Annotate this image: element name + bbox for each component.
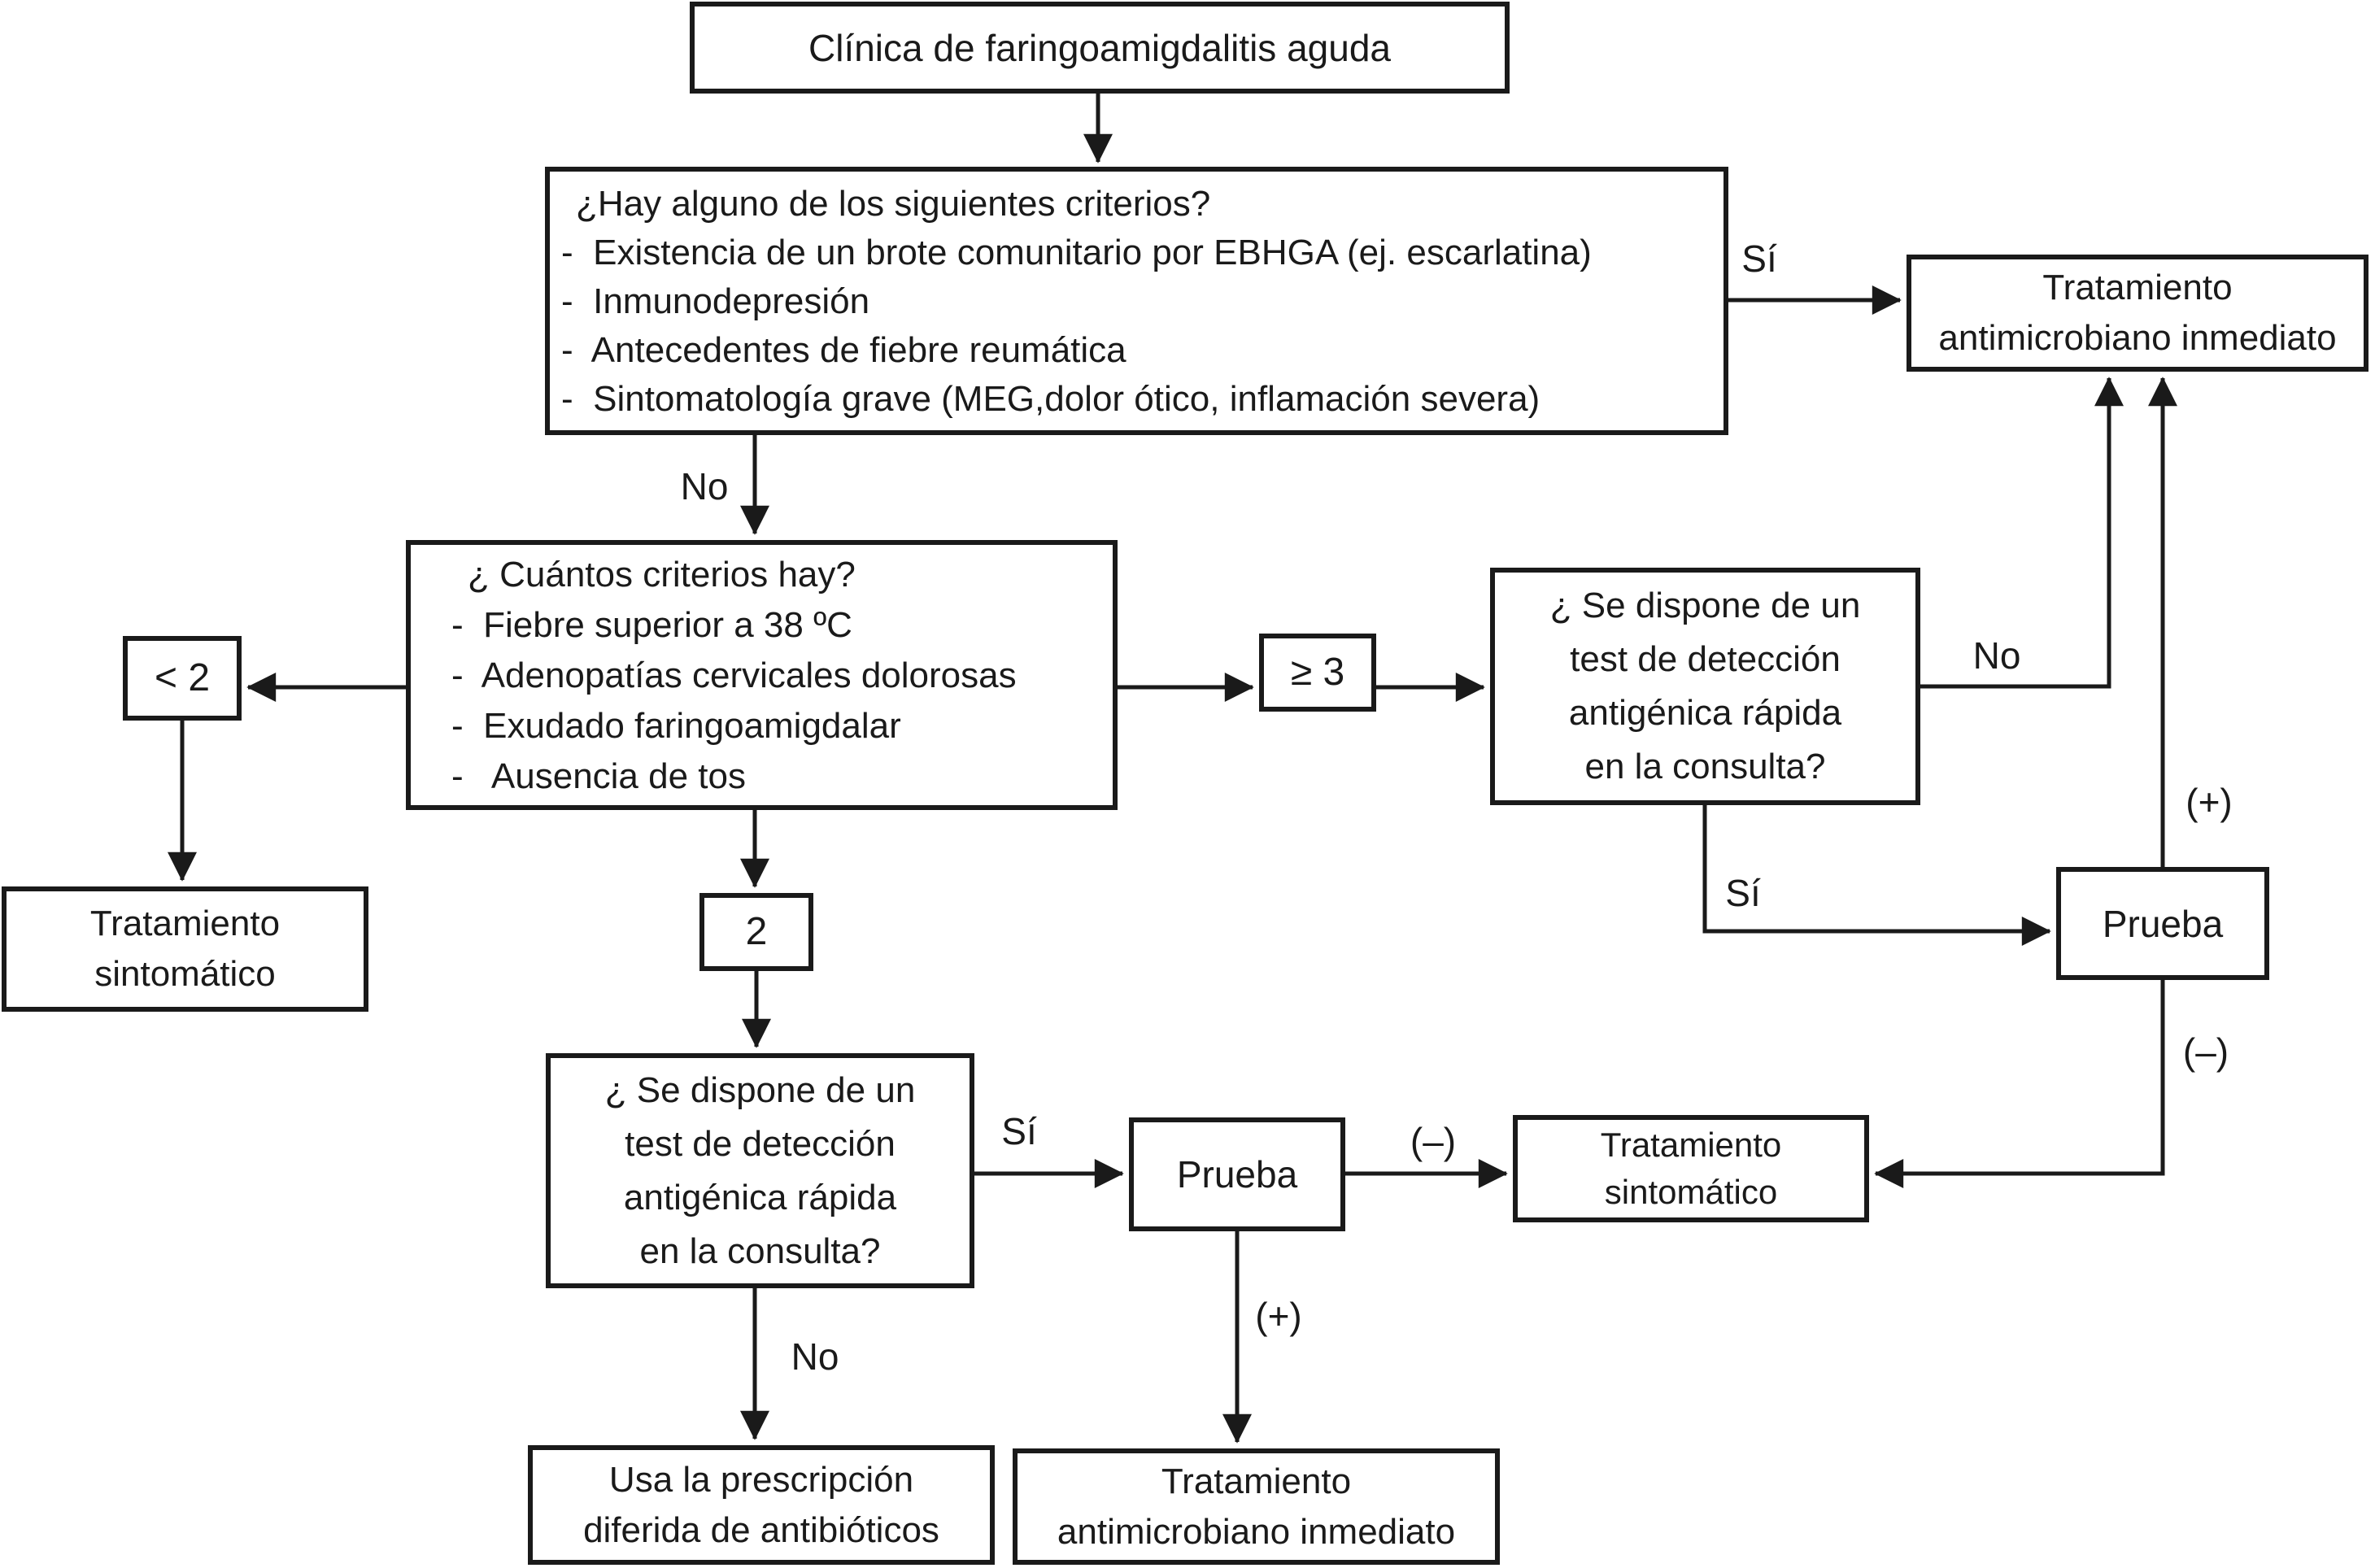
node-tratamiento-sintomatico-left xyxy=(2,886,368,1012)
node-test-rapido-mid xyxy=(546,1053,974,1288)
node-prueba-mid-label: Prueba xyxy=(1176,1153,1298,1196)
tto-sint-left-line2: sintomático xyxy=(94,954,276,994)
node-prueba-right xyxy=(2056,867,2269,980)
test-mid-line2: test de detección xyxy=(625,1123,896,1164)
node-exactamente-2 xyxy=(699,893,813,971)
criterio-fiebre-38: - Fiebre superior a 38 ºC xyxy=(451,605,852,645)
arrow-minus-right-to-tto-sintomatico-mid xyxy=(1876,980,2163,1174)
node-clinica xyxy=(690,2,1510,94)
tto-sint-mid-line2: sintomático xyxy=(1604,1173,1778,1211)
node-prescripcion-diferida xyxy=(528,1445,995,1565)
node-3-o-mas-label: ≥ 3 xyxy=(1290,651,1345,694)
edge-label-no-right: No xyxy=(1972,634,2021,677)
criterio-ausencia-tos: - Ausencia de tos xyxy=(451,756,746,796)
node-cuantos-criterios xyxy=(406,540,1118,810)
edge-label-no-bottom: No xyxy=(791,1335,839,1378)
criterio-inmunodepresion: - Inmunodepresión xyxy=(561,281,870,321)
test-mid-line1: ¿ Se dispone de un xyxy=(604,1069,916,1110)
edge-label-no-top: No xyxy=(680,465,729,507)
criterio-exudado: - Exudado faringoamigdalar xyxy=(451,706,901,746)
node-exactamente-2-label: 2 xyxy=(745,910,768,953)
edge-label-si-mid: Sí xyxy=(1001,1110,1037,1152)
criterio-brote-comunitario: - Existencia de un brote comunitario por EBHGA (ej. escarlatina) xyxy=(561,233,1592,272)
test-mid-line3: antigénica rápida xyxy=(623,1177,897,1217)
node-3-o-mas xyxy=(1259,634,1376,712)
tto-sint-mid-line1: Tratamiento xyxy=(1600,1126,1782,1164)
test-right-line3: antigénica rápida xyxy=(1568,693,1842,733)
node-criterios-graves-heading: ¿Hay alguno de los siguientes criterios? xyxy=(576,184,1211,224)
node-clinica-label: Clínica de faringoamigdalitis aguda xyxy=(808,26,1391,69)
test-right-line4: en la consulta? xyxy=(1584,747,1826,786)
prescripcion-line1: Usa la prescripción xyxy=(608,1459,914,1500)
edge-label-si-top: Sí xyxy=(1741,237,1777,280)
node-prueba-right-label: Prueba xyxy=(2102,902,2224,945)
tto-top-line1: Tratamiento xyxy=(2042,268,2233,307)
criterio-sintomatologia-grave: - Sintomatología grave (MEG,dolor ótico, inflamación severa) xyxy=(561,379,1540,419)
test-mid-line4: en la consulta? xyxy=(639,1230,881,1271)
node-prueba-mid xyxy=(1129,1117,1345,1231)
edge-label-plus-mid: (+) xyxy=(1255,1295,1302,1337)
test-right-line1: ¿ Se dispone de un xyxy=(1549,586,1861,625)
test-right-line2: test de detección xyxy=(1570,639,1841,679)
criterio-fiebre-reumatica: - Antecedentes de fiebre reumática xyxy=(561,330,1126,370)
node-menos-de-2 xyxy=(123,636,242,721)
tto-sint-left-line1: Tratamiento xyxy=(89,904,281,943)
tto-bottom-line2: antimicrobiano inmediato xyxy=(1057,1511,1456,1552)
node-tratamiento-antimicrobiano-bottom xyxy=(1013,1448,1500,1565)
node-test-rapido-right xyxy=(1490,568,1920,805)
node-menos-de-2-label: < 2 xyxy=(154,656,211,699)
criterio-adenopatias: - Adenopatías cervicales dolorosas xyxy=(451,656,1017,695)
node-tratamiento-antimicrobiano-top xyxy=(1907,255,2368,372)
prescripcion-line2: diferida de antibióticos xyxy=(583,1509,939,1550)
edge-label-minus-right: (–) xyxy=(2182,1030,2229,1073)
edge-label-plus-right: (+) xyxy=(2185,781,2233,823)
node-tratamiento-sintomatico-mid xyxy=(1513,1115,1869,1222)
node-criterios-graves xyxy=(545,167,1728,435)
edge-label-minus-mid: (–) xyxy=(1410,1120,1457,1162)
node-cuantos-criterios-heading: ¿ Cuántos criterios hay? xyxy=(468,555,856,595)
tto-top-line2: antimicrobiano inmediato xyxy=(1938,318,2337,358)
tto-bottom-line1: Tratamiento xyxy=(1161,1461,1352,1501)
edge-label-si-right: Sí xyxy=(1725,872,1761,914)
